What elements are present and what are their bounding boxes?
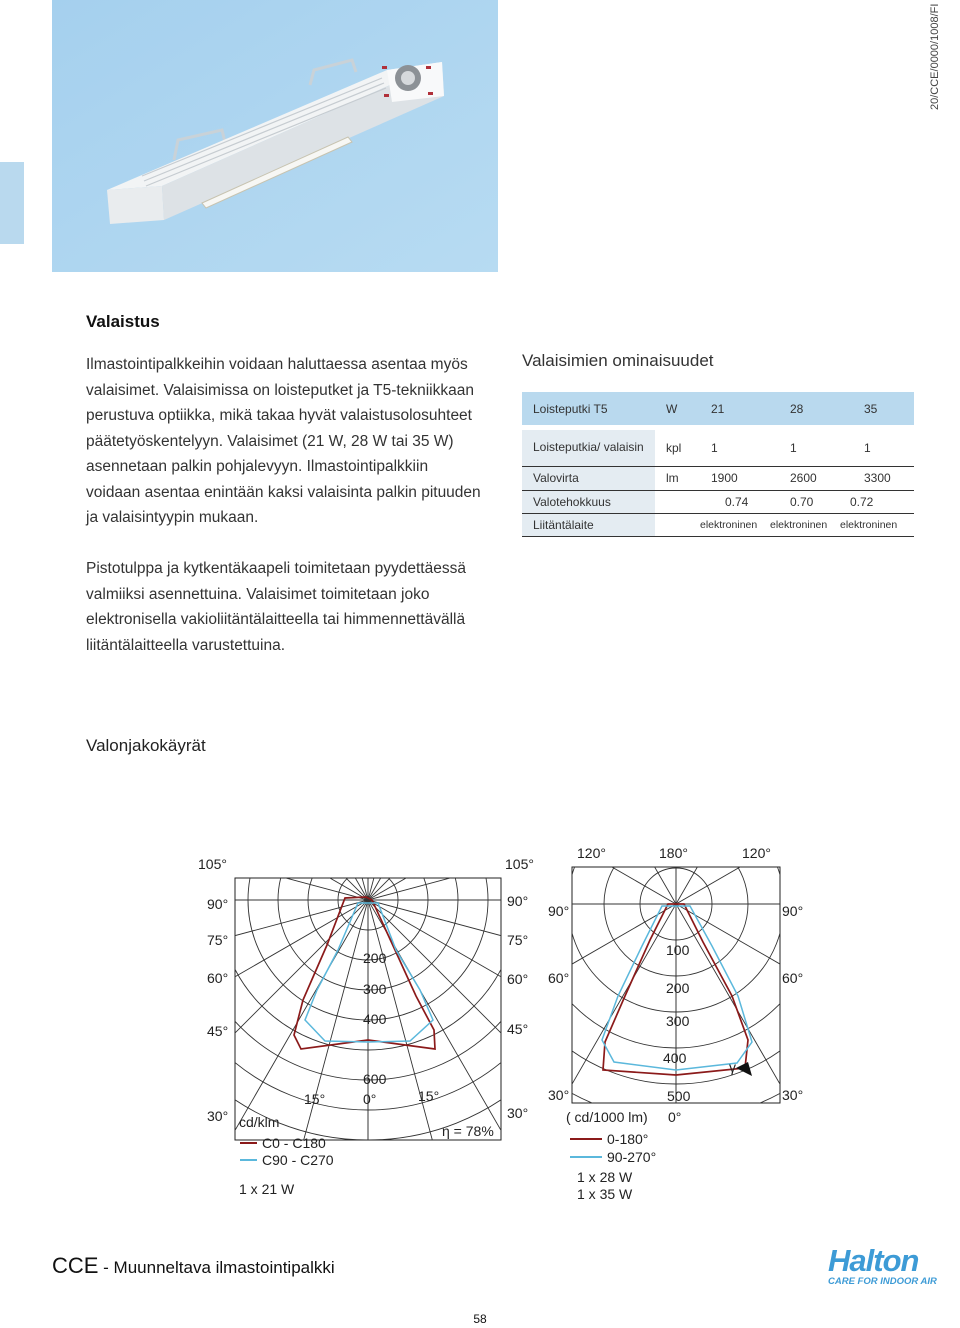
angle-label: 60° — [507, 971, 529, 987]
distribution-title: Valonjakokäyrät — [86, 736, 206, 755]
angle-label: 180° — [659, 845, 688, 861]
radial-label: 200 — [363, 950, 387, 966]
angle-label: 90° — [507, 893, 529, 909]
radial-label: 600 — [363, 1071, 387, 1087]
table-cell: elektroninen — [770, 513, 840, 536]
table-row — [522, 466, 914, 490]
radial-label: 300 — [666, 1013, 690, 1029]
brand-name: Halton — [828, 1243, 919, 1278]
delivery-description: Pistotulppa ja kytkentäkaapeli toimitetaan pyydettäessä valmiiksi asennettuina. Valaisimet toimitetaan joko elektronisella vakioliitäntälaitteella tai himmennettävällä liitäntälaitteella varustettuina. — [86, 560, 466, 654]
legend-c0: C0 - C180 — [262, 1135, 326, 1151]
product-subtitle: - Muunneltava ilmastointipalkki — [98, 1258, 335, 1277]
table-cell — [655, 490, 700, 513]
legend-90-270: 90-270° — [607, 1149, 657, 1165]
angle-label: 105° — [198, 856, 227, 872]
angle-label: 60° — [207, 970, 229, 986]
table-row — [522, 490, 914, 513]
model-label: 1 x 21 W — [239, 1181, 295, 1197]
table-cell: 2600 — [770, 466, 840, 490]
section-title: Valaistus — [86, 312, 160, 331]
table-header-cell: 21 — [700, 392, 770, 425]
radial-label: 300 — [363, 981, 387, 997]
halton-logo — [828, 1243, 946, 1292]
angle-label: 90° — [207, 896, 229, 912]
radial-label: 400 — [363, 1011, 387, 1027]
table-cell: elektroninen — [700, 513, 770, 536]
model-label: 1 x 35 W — [577, 1186, 633, 1202]
product-photo — [52, 0, 498, 272]
angle-label: 45° — [207, 1023, 229, 1039]
angle-label: 105° — [505, 856, 534, 872]
table-row-label: Valotehokkuus — [522, 490, 655, 513]
angle-label: 90° — [548, 903, 570, 919]
table-cell: 0.72 — [840, 490, 914, 513]
radial-label: 500 — [667, 1088, 691, 1104]
gamma-label: γ — [729, 1059, 736, 1075]
table-row-label: Loisteputkia/ valaisin — [522, 430, 655, 466]
radial-label: 200 — [666, 980, 690, 996]
table-cell: 0.70 — [770, 490, 840, 513]
unit-label: cd/klm — [239, 1114, 280, 1130]
document-code: 20/CCE/0000/1008/FI — [929, 3, 941, 110]
angle-label: 75° — [507, 932, 529, 948]
legend-0-180: 0-180° — [607, 1131, 649, 1147]
table-cell: 1900 — [700, 466, 770, 490]
table-cell: elektroninen — [840, 513, 914, 536]
angle-label: 30° — [507, 1105, 529, 1121]
angle-label: 90° — [782, 903, 804, 919]
table-cell: kpl — [655, 430, 700, 466]
table-cell: 1 — [770, 430, 840, 466]
grid-ray — [190, 840, 550, 1100]
angle-label: 0° — [668, 1109, 682, 1125]
table-header-cell: Loisteputki T5 — [522, 392, 655, 425]
luminaire-specs-table — [522, 392, 914, 537]
grid-circle — [540, 830, 820, 1120]
model-label: 1 x 28 W — [577, 1169, 633, 1185]
efficiency-label: η = 78% — [442, 1123, 494, 1139]
grid-circle — [190, 840, 550, 1110]
luminaire-beam-illustration — [52, 0, 498, 272]
polar-diagram-21w — [190, 840, 550, 1220]
page-number: 58 — [473, 1312, 487, 1326]
table-header-cell: 28 — [770, 392, 840, 425]
angle-label: 30° — [548, 1087, 570, 1103]
table-row — [522, 513, 914, 536]
unit-label: ( cd/1000 lm) — [566, 1109, 648, 1125]
table-cell: 1 — [840, 430, 914, 466]
polar-diagram-28-35w — [540, 830, 820, 1210]
radial-label: 100 — [666, 942, 690, 958]
angle-label: 15° — [418, 1088, 440, 1104]
brand-tagline: CARE FOR INDOOR AIR — [828, 1276, 937, 1287]
radial-label: 400 — [663, 1050, 687, 1066]
table-row-label: Liitäntälaite — [522, 513, 655, 536]
angle-label: 45° — [507, 1021, 529, 1037]
table-row — [522, 430, 914, 466]
table-header-cell: 35 — [840, 392, 914, 425]
side-tab-marker — [0, 162, 24, 244]
angle-label: 0° — [363, 1091, 377, 1107]
angle-label: 120° — [577, 845, 606, 861]
table-title: Valaisimien ominaisuudet — [522, 351, 714, 370]
angle-label: 75° — [207, 932, 229, 948]
angle-label: 15° — [304, 1091, 326, 1107]
table-cell: lm — [655, 466, 700, 490]
table-row-label: Valovirta — [522, 466, 655, 490]
angle-label: 30° — [207, 1108, 229, 1124]
table-header-row — [522, 392, 914, 425]
angle-label: 120° — [742, 845, 771, 861]
table-cell: 1 — [700, 430, 770, 466]
angle-label: 30° — [782, 1087, 804, 1103]
table-header-cell: W — [655, 392, 700, 425]
lighting-description: Ilmastointipalkkeihin voidaan haluttaessa asentaa myös valaisimet. Valaisimissa on loisteputket ja T5-tekniikkaan perustuva optiikka, mikä takaa hyvät valaistusolosuhteet päätetyöskentelyyn. Valaisimet (21 W, 28 W tai 35 W) asennetaan palkin pohjalevyyn. Ilmastointipalkkiin voidaan asentaa enintään kaksi valaisinta palkin pituuden ja valaisintyypin mukaan. — [86, 356, 481, 526]
table-cell — [655, 513, 700, 536]
angle-label: 60° — [782, 970, 804, 986]
legend-c90: C90 - C270 — [262, 1152, 334, 1168]
grid-ray — [190, 840, 550, 1100]
angle-label: 60° — [548, 970, 570, 986]
table-cell: 3300 — [840, 466, 914, 490]
table-cell: 0.74 — [700, 490, 770, 513]
footer-product-title — [52, 1253, 335, 1279]
product-code: CCE — [52, 1253, 99, 1278]
